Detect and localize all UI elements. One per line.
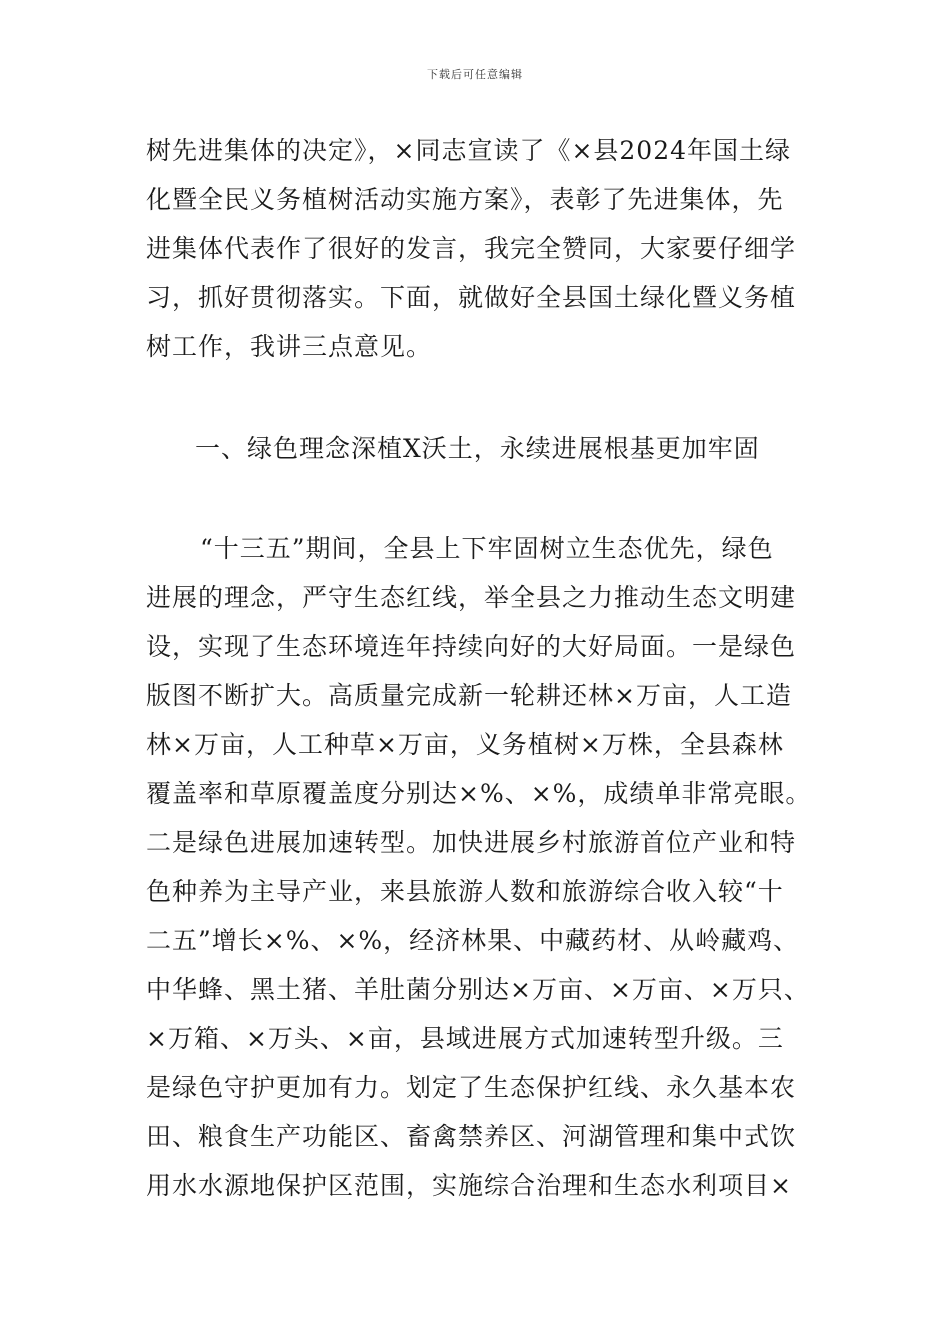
paragraph-line: 二五”增长×%、×%，经济林果、中藏药材、从岭藏鸡、 xyxy=(146,926,800,955)
paragraph-line: 树工作，我讲三点意见。 xyxy=(146,332,433,361)
paragraph-line: 化暨全民义务植树活动实施方案》，表彰了先进集体，先 xyxy=(146,185,784,214)
paragraph-section-one xyxy=(146,524,816,1210)
paragraph-intro xyxy=(146,126,816,371)
section-heading: 一、绿色理念深植X沃土，永续进展根基更加牢固 xyxy=(195,434,760,463)
paragraph-line: 树先进集体的决定》，×同志宣读了《×县2024年国土绿 xyxy=(146,136,792,165)
paragraph-line: “十三五”期间，全县上下牢固树立生态优先，绿色 xyxy=(200,534,774,563)
paragraph-line: 中华蜂、黑土猪、羊肚菌分别达×万亩、×万亩、×万只、 xyxy=(146,975,810,1004)
paragraph-line: 覆盖率和草原覆盖度分别达×%、×%，成绩单非常亮眼。 xyxy=(146,779,812,808)
paragraph-line: 田、粮食生产功能区、畜禽禁养区、河湖管理和集中式饮 xyxy=(146,1122,797,1151)
paragraph-line: 进集体代表作了很好的发言，我完全赞同，大家要仔细学 xyxy=(146,234,797,263)
paragraph-line: 林×万亩，人工种草×万亩，义务植树×万株，全县森林 xyxy=(146,730,784,759)
paragraph-line: 用水水源地保护区范围，实施综合治理和生态水利项目× xyxy=(146,1171,792,1200)
paragraph-line: 设，实现了生态环境连年持续向好的大好局面。一是绿色 xyxy=(146,632,797,661)
paragraph-line: 是绿色守护更加有力。划定了生态保护红线、永久基本农 xyxy=(146,1073,797,1102)
paragraph-line: 版图不断扩大。高质量完成新一轮耕还林×万亩，人工造 xyxy=(146,681,792,710)
page-header-note: 下载后可任意编辑 xyxy=(427,68,523,81)
paragraph-line: 色种养为主导产业，来县旅游人数和旅游综合收入较“十 xyxy=(146,877,784,906)
paragraph-line: ×万箱、×万头、×亩，县域进展方式加速转型升级。三 xyxy=(146,1024,784,1053)
paragraph-line: 习，抓好贯彻落实。下面，就做好全县国土绿化暨义务植 xyxy=(146,283,797,312)
paragraph-line: 进展的理念，严守生态红线，举全县之力推动生态文明建 xyxy=(146,583,797,612)
paragraph-line: 二是绿色进展加速转型。加快进展乡村旅游首位产业和特 xyxy=(146,828,797,857)
